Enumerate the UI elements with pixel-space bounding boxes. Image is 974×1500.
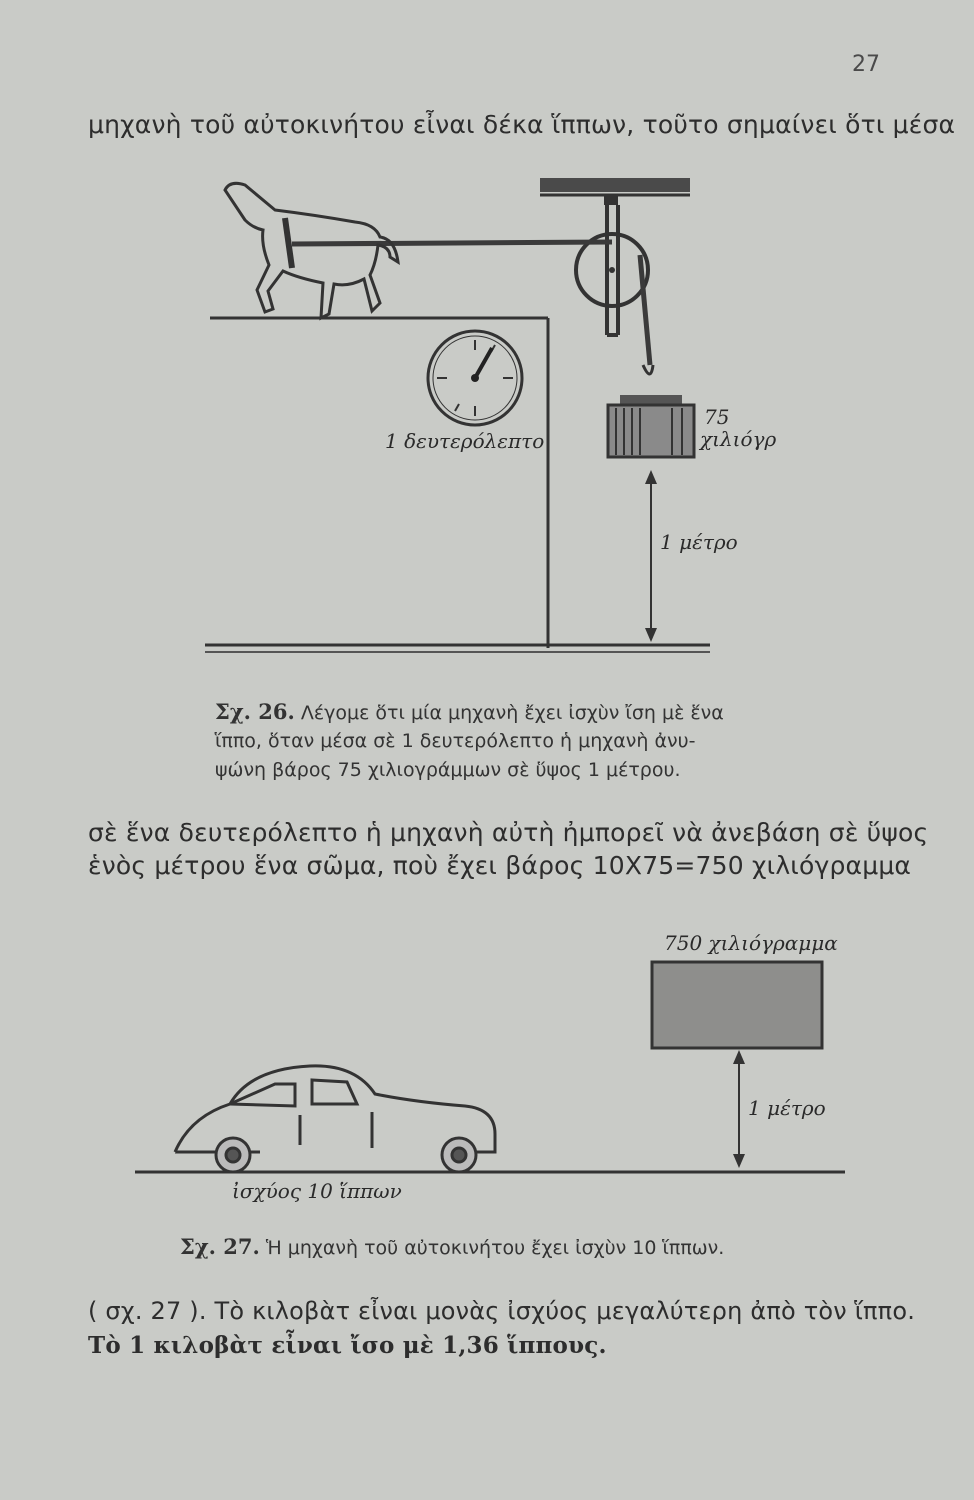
caption-26-line3: ψώνη βάρος 75 χιλιογράμμων σὲ ὕψος 1 μέτρου. — [215, 759, 681, 781]
caption-26-line2: ἵππο, ὅταν μέσα σὲ 1 δευτερόλεπτο ἡ μηχανὴ ἀνυ- — [215, 730, 696, 752]
text-bottom-2: Τὸ 1 κιλοβὰτ εἶναι ἴσο μὲ 1,36 ἵππους. — [88, 1332, 607, 1359]
text-bottom-1: ( σχ. 27 ). Τὸ κιλοβὰτ εἶναι μονὰς ἰσχύος μεγαλύτερη ἀπὸ τὸν ἵππο. — [88, 1297, 916, 1325]
label-power: ἰσχύος 10 ἵππων — [232, 1179, 402, 1203]
label-weight-2: χιλιόγρ — [700, 427, 777, 451]
rope — [292, 242, 653, 374]
horse — [225, 183, 398, 318]
height-arrow-26 — [645, 470, 657, 642]
caption-26-text1: Λέγομε ὅτι μία μηχανὴ ἔχει ἰσχὺν ἴση μὲ ἕνα — [300, 702, 724, 724]
caption-27-text: Ἡ μηχανὴ τοῦ αὐτοκινήτου ἔχει ἰσχὺν 10 ἵππων. — [265, 1237, 725, 1259]
platform — [210, 318, 548, 648]
weight-75kg — [608, 395, 694, 457]
label-time: 1 δευτερόλεπτο — [385, 429, 545, 453]
caption-27 — [180, 1232, 724, 1263]
caption-26-line1 — [215, 697, 724, 728]
car — [175, 1066, 495, 1172]
label-weight-1: 75 — [704, 405, 730, 429]
text-mid-1: σὲ ἕνα δευτερόλεπτο ἡ μηχανὴ αὐτὴ ἠμπορεῖ νὰ ἀνεβάση σὲ ὕψος — [88, 818, 929, 847]
ground-26 — [205, 645, 710, 652]
label-weight-750: 750 χιλιόγραμμα — [664, 931, 838, 955]
ceiling-beam — [540, 178, 690, 195]
text-top: μηχανὴ τοῦ αὐτοκινήτου εἶναι δέκα ἵππων, τοῦτο σημαίνει ὅτι μέσα — [88, 110, 956, 139]
clock-icon — [428, 331, 522, 425]
caption-27-label: Σχ. 27. — [180, 1234, 260, 1259]
label-height-27: 1 μέτρο — [748, 1096, 826, 1120]
text-mid-2: ἑνὸς μέτρου ἕνα σῶμα, ποὺ ἔχει βάρος 10Χ75=750 χιλιόγραμμα — [88, 851, 912, 880]
label-height-26: 1 μέτρο — [660, 530, 738, 554]
page-number: 27 — [852, 52, 880, 77]
height-arrow-27 — [733, 1050, 745, 1168]
caption-26-label: Σχ. 26. — [215, 699, 295, 724]
pulley — [576, 195, 648, 335]
weight-750kg — [652, 962, 822, 1048]
